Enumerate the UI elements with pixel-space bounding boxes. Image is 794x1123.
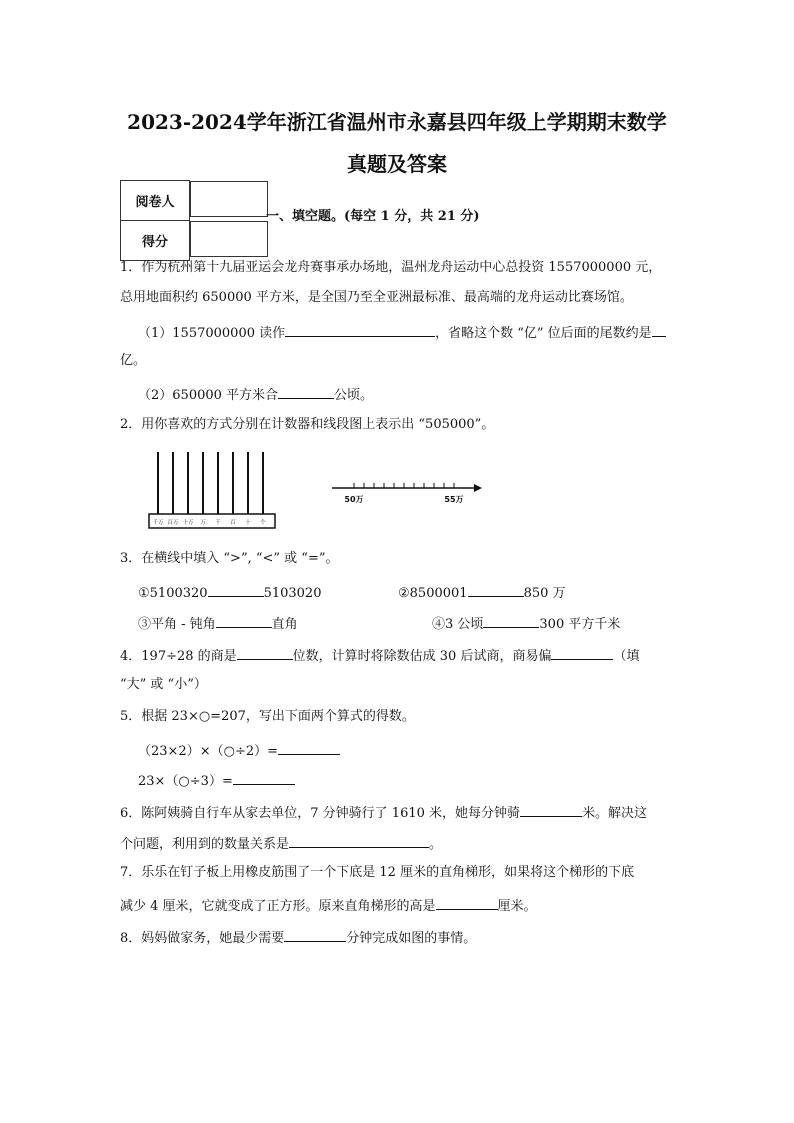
abacus-label-5: 百 xyxy=(230,520,236,526)
q3-item3-right: 直角 xyxy=(271,617,298,632)
q7-blank-height[interactable] xyxy=(436,895,498,910)
number-line-label-50: 50万 xyxy=(344,495,364,504)
q1-sub1-unit: 亿。 xyxy=(120,353,147,368)
q2-text: 2．用你喜欢的方式分别在计数器和线段图上表示出 “505000”。 xyxy=(120,417,495,432)
abacus-label-6: 十 xyxy=(245,520,251,526)
q3-text: 3．在横线中填入 “>”, “<” 或 “=”。 xyxy=(120,551,339,566)
q7-line1: 7．乐乐在钉子板上用橡皮筋围了一个下底是 12 厘米的直角梯形，如果将这个梯形的下底 xyxy=(120,865,635,880)
q6-text-d: 。 xyxy=(429,837,443,852)
q3-item3-left: ③平角 - 钝角 xyxy=(138,617,216,632)
abacus-label-1: 百万 xyxy=(167,520,179,526)
q3-item2-right: 850 万 xyxy=(523,586,566,601)
q8-text-b: 分钟完成如图的事情。 xyxy=(346,931,477,946)
q5-text: 5．根据 23×○=207，写出下面两个算式的得数。 xyxy=(120,709,415,724)
reviewer-label: 阅卷人 xyxy=(121,181,190,221)
number-line-figure xyxy=(330,478,486,508)
q5-blank-2[interactable] xyxy=(233,770,295,785)
q4-blank-bias[interactable] xyxy=(551,645,613,660)
q1-sub1 xyxy=(138,322,666,343)
q5-expr2 xyxy=(138,770,295,791)
q7-line2 xyxy=(120,895,537,916)
number-line-label-55: 55万 xyxy=(444,495,464,504)
q1-sub1-text-a: （1）1557000000 读作 xyxy=(138,326,286,341)
q1-line2: 总用地面积约 650000 平方米，是全国乃至全亚洲最标准、最高端的龙舟运动比赛场馆。 xyxy=(120,290,633,305)
q1-line1: 1．作为杭州第十九届亚运会龙舟赛事承办场地，温州龙舟运动中心总投资 1557000000 元， xyxy=(120,260,662,275)
q5-blank-1[interactable] xyxy=(278,740,340,755)
q4-text-b: 位数，计算时将除数估成 30 后试商，商易偏 xyxy=(292,649,552,664)
q3-item1-left: ①5100320 xyxy=(138,586,208,601)
score-label: 得分 xyxy=(121,221,190,261)
page-title-line2: 真题及答案 xyxy=(347,152,447,176)
q4-blank-digits[interactable] xyxy=(237,645,293,660)
q6-blank-speed[interactable] xyxy=(520,802,582,817)
q4-text-c: （填 xyxy=(613,649,640,664)
abacus-label-3: 万 xyxy=(200,520,206,526)
q1-blank-hectare[interactable] xyxy=(278,384,334,399)
q6-line1 xyxy=(120,802,647,823)
q3-item2-left: ②8500001 xyxy=(398,586,468,601)
q3-blank-1[interactable] xyxy=(208,582,264,597)
reviewer-cell xyxy=(190,181,268,217)
q1-sub2-text-a: （2）650000 平方米合 xyxy=(138,388,279,403)
number-line-arrow xyxy=(474,484,482,492)
q3-item4 xyxy=(432,613,620,634)
q7-text-b: 厘米。 xyxy=(497,899,537,914)
q3-item1-right: 5103020 xyxy=(263,586,322,601)
q1-blank-reading[interactable] xyxy=(285,322,435,337)
q8-blank-minutes[interactable] xyxy=(284,927,346,942)
q7-text-a: 减少 4 厘米，它就变成了正方形。原来直角梯形的高是 xyxy=(120,899,436,914)
q1-sub1-text-b: ，省略这个数 “亿” 位后面的尾数约是 xyxy=(435,326,652,341)
section-heading: 一、填空题。(每空 1 分，共 21 分) xyxy=(266,209,480,224)
q6-text-a: 6．陈阿姨骑自行车从家去单位，7 分钟骑行了 1610 米，她每分钟骑 xyxy=(120,806,521,821)
q3-item1 xyxy=(138,582,321,603)
q3-item4-left: ④3 公顷 xyxy=(432,617,484,632)
q3-item4-right: 300 平方千米 xyxy=(539,617,621,632)
abacus-label-7: 个 xyxy=(260,520,266,526)
score-cell xyxy=(190,221,268,257)
abacus-figure xyxy=(148,452,278,532)
q1-blank-approx[interactable] xyxy=(652,322,666,337)
q4-line1 xyxy=(120,645,639,666)
page-title-line1: 2023-2024学年浙江省温州市永嘉县四年级上学期期末数学 xyxy=(127,110,667,134)
abacus-label-2: 十万 xyxy=(182,520,194,526)
q5-expr2-text: 23×（○÷3）= xyxy=(138,774,233,789)
q5-expr1 xyxy=(138,740,340,761)
q1-sub2-text-b: 公顷。 xyxy=(334,388,374,403)
q4-text-a: 4．197÷28 的商是 xyxy=(120,649,237,664)
abacus-label-4: 千 xyxy=(215,520,221,526)
q6-line2 xyxy=(120,833,442,854)
q8-text-a: 8．妈妈做家务，她最少需要 xyxy=(120,931,285,946)
q3-blank-4[interactable] xyxy=(483,613,539,628)
q4-line2: “大” 或 “小”） xyxy=(120,677,207,692)
q1-sub2 xyxy=(138,384,373,405)
grading-table xyxy=(120,180,269,261)
q8-line xyxy=(120,927,476,948)
q3-item3 xyxy=(138,613,298,634)
q3-item2 xyxy=(398,582,566,603)
q3-blank-2[interactable] xyxy=(468,582,524,597)
q6-blank-relation[interactable] xyxy=(289,833,429,848)
q6-text-c: 个问题，利用到的数量关系是 xyxy=(120,837,290,852)
q3-blank-3[interactable] xyxy=(216,613,272,628)
abacus-label-0: 千万 xyxy=(152,520,164,526)
q5-expr1-text: （23×2）×（○÷2）= xyxy=(138,744,278,759)
q6-text-b: 米。解决这 xyxy=(582,806,648,821)
